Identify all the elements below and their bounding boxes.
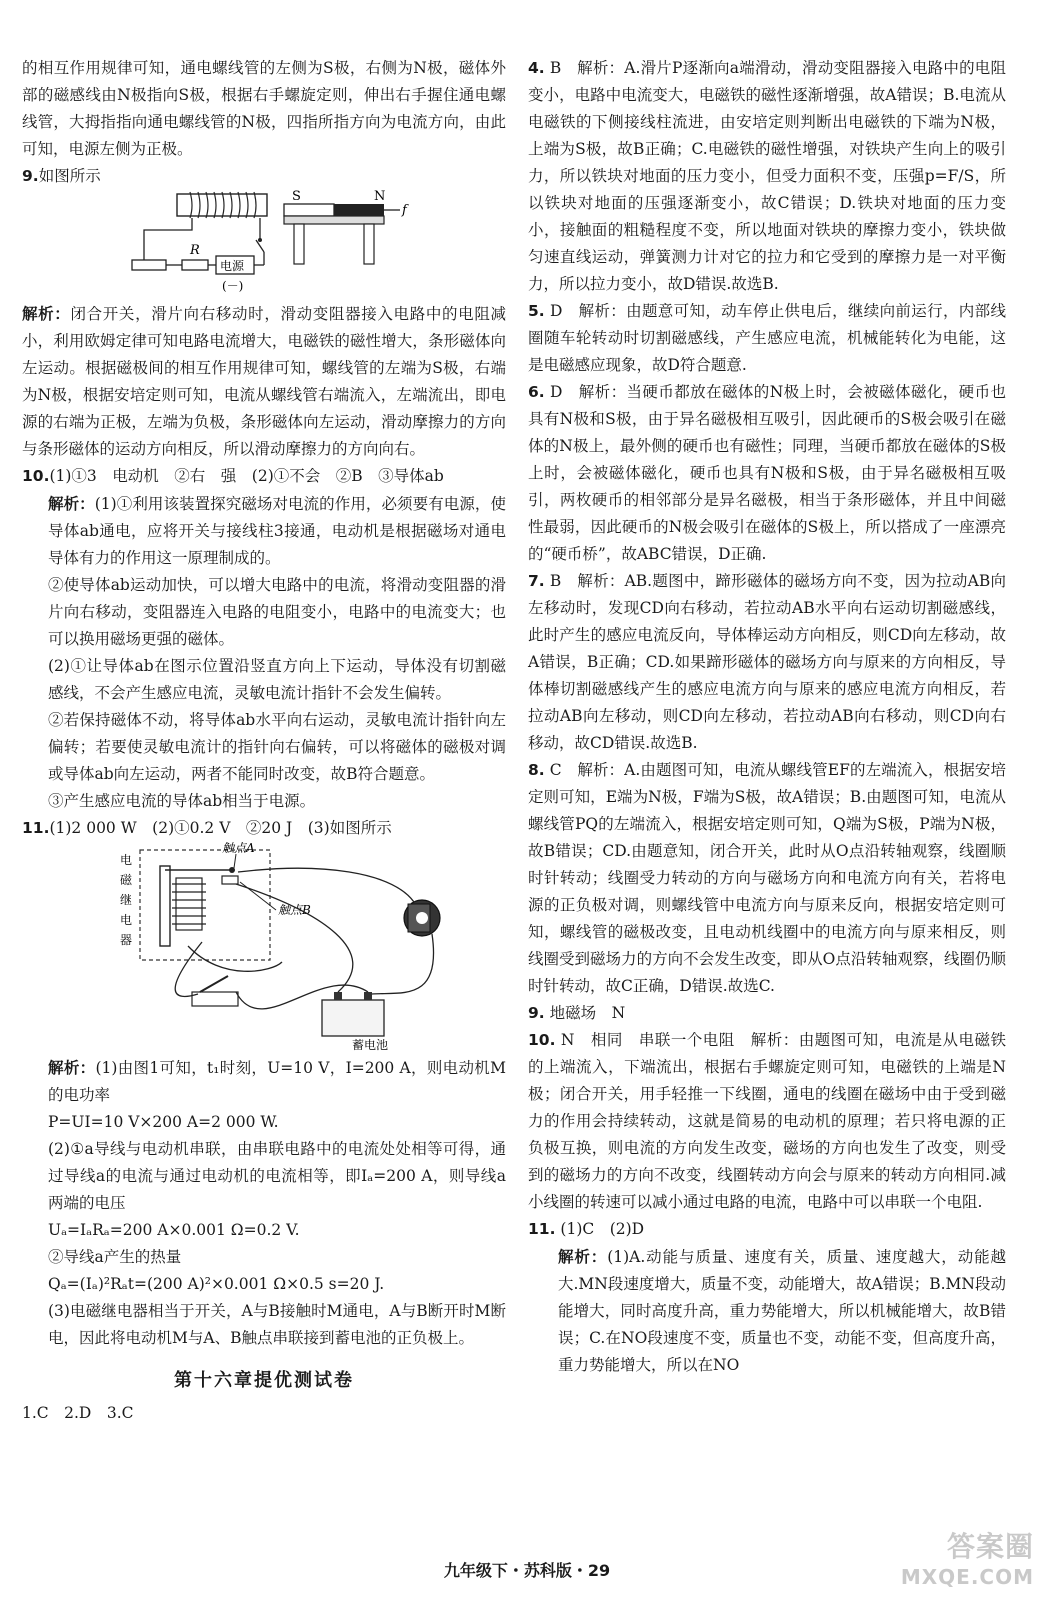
q11-analysis-3: ②导线a产生的热量 [48, 1248, 182, 1266]
q4-answer: 4. B 解析：A.滑片P逐渐向a端滑动，滑动变阻器接入电路中的电阻变小，电路中电流变大，电磁铁的磁性逐渐增强，故A错误；B.电流从电磁铁的下侧接线柱流进，由安培定则判断出电磁铁的下端为N极，上端为S极，故B正确；C.电磁铁的磁性增强，对铁块产生向上的吸引力，所以铁块对地面的压力变小，但受力面积不变，压强p=F/S，所以铁块对地面的压强逐渐变小，故C错误；D.铁块对地面的压力变小，接触面的粗糙程度不变，所以地面对铁块的摩擦力变小，铁块做匀速直线运动，弹簧测力计对它的拉力和它受到的摩擦力是一对平衡力，所以拉力变小，故D错误.故选B. [528, 59, 1006, 293]
q10-analysis-4: ②若保持磁体不动，将导体ab水平向右运动，灵敏电流计指针向左偏转；若要使灵敏电流计的指针向右偏转，可以将磁体的磁极对调或导体ab向左运动，两者不能同时改变，故B符合题意。 [48, 711, 506, 783]
q11-formula-power: P=UI=10 V×200 A=2 000 W. [48, 1113, 279, 1131]
q11-analysis-2: (2)①a导线与电动机串联，由串联电路中的电流处处相等可得，通过导线a的电流与通过电动机的电流相等，即Iₐ=200 A，则导线a两端的电压 [48, 1140, 506, 1212]
q9-circuit-diagram [22, 190, 506, 300]
q11-formula-voltage: Uₐ=IₐRₐ=200 A×0.001 Ω=0.2 V. [48, 1221, 300, 1239]
q10-analysis-1: 解析：(1)①利用该装置探究磁场对电流的作用，必须要有电源，使导体ab通电，应将开关与接线柱3接通，电动机是根据磁场对通电导体有力的作用这一原理制成的。 [48, 494, 506, 567]
q9-f-label: f [402, 203, 407, 218]
q7-answer: 7. B 解析：AB.题图中，蹄形磁体的磁场方向不变，因为拉动AB向左移动时，发现CD向右移动，若拉动AB水平向右运动切割磁感线，此时产生的感应电流反向，导体棒运动方向相反，则CD向左移动，故A错误，B正确；CD.如果蹄形磁体的磁场方向与原来的方向相反，导体棒切割磁感线产生的感应电流方向与原来的感应电流方向相反，若拉动AB向左移动，则CD向左移动，若拉动AB向右移动，则CD向右移动，故CD错误.故选B. [528, 572, 1006, 752]
q9-s-label: S [292, 190, 301, 204]
q11-battery-label: 蓄电池 [352, 1038, 389, 1052]
q11-contact-b-label: 触点B [278, 903, 311, 917]
q11-relay-circuit-diagram [22, 842, 506, 1054]
q9-figure [22, 190, 506, 300]
q11-figure [22, 842, 506, 1054]
q9-n-label: N [374, 190, 386, 204]
q8-continuation: 的相互作用规律可知，通电螺线管的左侧为S极，右侧为N极，磁体外部的磁感线由N极指向S极，根据右手螺旋定则，伸出右手握住通电螺线管，大拇指指向通电螺线管的N极，四指所指方向为电流方向，由此可知，电源左侧为正极。 [22, 59, 506, 158]
q11-formula-heat: Qₐ=(Iₐ)²Rₐt=(200 A)²×0.001 Ω×0.5 s=20 J. [48, 1275, 385, 1293]
chapter-answers: 1.C 2.D 3.C [22, 1404, 134, 1422]
q9-heading [22, 163, 506, 190]
q10-answer-right: 10. N 相同 串联一个电阻 解析：由题图可知，电流是从电磁铁的上端流入，下端流出，根据右手螺旋定则可知，电磁铁的上端是N极；闭合开关，用手轻推一下线圈，通电的线圈在磁场中由于受到磁力的作用会持续转动，这就是简易的电动机的原理；若只将电源的正负极互换，则电流的方向发生改变，磁场的方向也发生了改变，则受到的磁场力的方向不改变，线圈转动方向会与原来的转动方向相同.减小线圈的转速可以减小通过电路的电流，电路中可以串联一个电阻. [528, 1031, 1006, 1211]
q9-source-label: 电源 [220, 259, 245, 273]
chapter-title: 第十六章提优测试卷 [174, 1370, 354, 1391]
q5-answer: 5. D 解析：由题意可知，动车停止供电后，继续向前运行，内部线圈随车轮转动时切割磁感线，产生感应电流，机械能转化为电能，这是电磁感应现象，故D符合题意. [528, 302, 1006, 374]
q9-minus-label: (－) [222, 279, 244, 293]
q11-answer: 11.(1)2 000 W (2)①0.2 V ②20 J (3)如图所示 [22, 819, 392, 837]
svg-text:器: 器 [120, 933, 133, 947]
q9-analysis: 解析：闭合开关，滑片向右移动时，滑动变阻器接入电路中的电阻减小，利用欧姆定律可知电路电流增大，电磁铁的磁性增大，条形磁体向左运动。根据磁极间的相互作用规律可知，螺线管的左端为S极，右端为N极，根据安培定则可知，电流从螺线管右端流入，左端流出，即电源的右端为正极，左端为负极，条形磁体向左运动，滑动摩擦力的方向与条形磁体的运动方向相反，所以滑动摩擦力的方向向右。 [22, 304, 506, 458]
q10-answer: 10.(1)①3 电动机 ②右 强 (2)①不会 ②B ③导体ab [22, 467, 444, 485]
right-column [528, 55, 1006, 1379]
left-column [22, 55, 506, 1427]
svg-text:电: 电 [120, 853, 133, 867]
q10-analysis-3: (2)①让导体ab在图示位置沿竖直方向上下运动，导体没有切割磁感线，不会产生感应电流，灵敏电流计指针不会发生偏转。 [48, 657, 506, 702]
svg-text:电: 电 [120, 913, 133, 927]
q11-analysis-4: (3)电磁继电器相当于开关，A与B接触时M通电，A与B断开时M断电，因此将电动机M与A、B触点串联接到蓄电池的正负极上。 [48, 1302, 506, 1347]
q11-analysis-right: 解析：(1)A.动能与质量、速度有关，质量、速度越大，动能越大.MN段速度增大，质量不变，动能增大，故A错误；B.MN段动能增大，同时高度升高，重力势能增大，所以机械能增大，故B错误；C.在NO段速度不变，质量也不变，动能不变，但高度升高，重力势能增大，所以在NO [558, 1247, 1006, 1374]
q9-answer-right: 9. 地磁场 N [528, 1004, 626, 1022]
page-footer: 九年级下・苏科版・29 [443, 1561, 611, 1580]
watermark-logo: 答案圈 MXQE.COM [900, 1530, 1034, 1589]
svg-text:继: 继 [120, 893, 133, 907]
q9-answer: 如图所示 [38, 167, 101, 185]
q11-answer-right: 11. (1)C (2)D [528, 1220, 645, 1238]
q9-analysis-label: 解析： [22, 304, 71, 323]
q9-number: 9. [22, 167, 39, 185]
q6-answer: 6. D 解析：当硬币都放在磁体的N极上时，会被磁体磁化，硬币也具有N极和S极，由于异名磁极相互吸引，因此硬币的S极会吸引在磁体的N极上，最外侧的硬币也有磁性；同理，当硬币都放在磁体的S极上时，会被磁体磁化，硬币也具有N极和S极，由于异名磁极相互吸引，两枚硬币的相邻部分是异名磁极，相当于条形磁体，并且中间磁性最弱，因此硬币的N极会吸引在磁体的S极上，所以搭成了一座漂亮的“硬币桥”，故ABC错误，D正确. [528, 383, 1006, 563]
q9-r-label: R [190, 243, 200, 258]
q11-contact-a-label: 触点A [222, 842, 255, 855]
q11-analysis-1: 解析：(1)由图1可知，t₁时刻，U=10 V，I=200 A，则电动机M的电功率 [48, 1058, 506, 1104]
q8-answer: 8. C 解析：A.由题图可知，电流从螺线管EF的左端流入，根据安培定则可知，E端为N极，F端为S极，故A错误；B.由题图可知，电流从螺线管PQ的左端流入，根据安培定则可知，Q端为S极，P端为N极，故B错误；CD.由题意知，闭合开关，此时从O点沿转轴观察，线圈顺时针转动；线圈受力转动的方向与磁场方向和电流方向有关，若将电源的正负极对调，则螺线管中电流方向与原来反向，根据安培定则可知，螺线管的磁极改变，且电动机线圈中的电流方向与原来相反，则线圈受到磁场力的方向不会发生改变，即从O点沿转轴观察，线圈仍顺时针转动，故C正确，D错误.故选C. [528, 761, 1006, 995]
q10-analysis-2: ②使导体ab运动加快，可以增大电路中的电流，将滑动变阻器的滑片向右移动，变阻器连入电路的电阻变小，电路中的电流变大；也可以换用磁场更强的磁体。 [48, 576, 506, 648]
svg-text:磁: 磁 [120, 873, 133, 887]
q10-analysis-5: ③产生感应电流的导体ab相当于电源。 [48, 792, 316, 810]
